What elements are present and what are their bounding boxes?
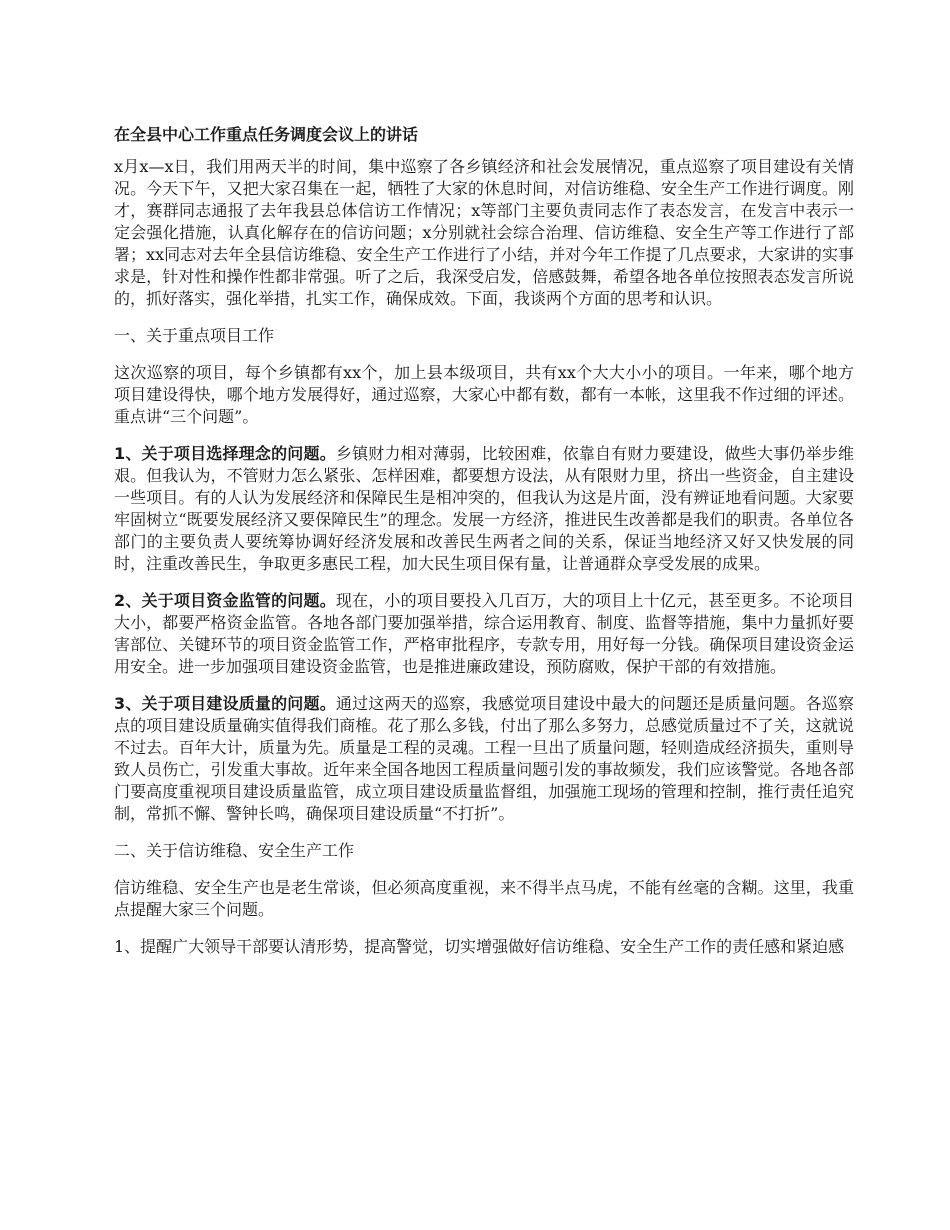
intro-paragraph: x月x—x日，我们用两天半的时间，集中巡察了各乡镇经济和社会发展情况，重点巡察了项目建设有关情况。今天下午，又把大家召集在一起，牺牲了大家的休息时间，对信访维稳、安全生产工作进行调度。刚才，赛群同志通报了去年我县总体信访工作情况；x等部门主要负责同志作了表态发言，在发言中表示一定会强化措施，认真化解存在的信访问题；x分别就社会综合治理、信访维稳、安全生产等工作进行了部署；xx同志对去年全县信访维稳、安全生产工作进行了小结，并对今年工作提了几点要求，大家讲的实事求是，针对性和操作性都非常强。听了之后，我深受启发，倍感鼓舞，希望各地各单位按照表态发言所说的，抓好落实，强化举措，扎实工作，确保成效。下面，我谈两个方面的思考和认识。 xyxy=(114,157,854,308)
section-heading-key-projects: 一、关于重点项目工作 xyxy=(114,326,275,345)
petition-safety-point-1: 1、提醒广大领导干部要认清形势，提高警觉，切实增强做好信访维稳、安全生产工作的责任感和紧迫感 xyxy=(114,937,845,956)
point-lead: 3、关于项目建设质量的问题。 xyxy=(114,694,336,713)
petition-safety-paragraph: 信访维稳、安全生产也是老生常谈，但必须高度重视，来不得半点马虎，不能有丝毫的含糊。这里，我重点提醒大家三个问题。 xyxy=(114,878,854,919)
point-text: 通过这两天的巡察，我感觉项目建设中最大的问题还是质量问题。各巡察点的项目建设质量确实值得我们商榷。花了那么多钱，付出了那么多努力，总感觉质量过不了关，这就说不过去。百年大计，质量为先。质量是工程的灵魂。工程一旦出了质量问题，轻则造成经济损失，重则导致人员伤亡，引发重大事故。近年来全国各地因工程质量问题引发的事故频发，我们应该警觉。各地各部门要高度重视项目建设质量监管，成立项目建设质量监督组，加强施工现场的管理和控制，推行责任追究制，常抓不懈、警钟长鸣，确保项目建设质量“不打折”。 xyxy=(114,694,854,823)
point-lead: 1、关于项目选择理念的问题。 xyxy=(114,444,336,463)
point-lead: 2、关于项目资金监管的问题。 xyxy=(114,591,336,610)
document-page xyxy=(114,118,854,973)
section-heading-petition-safety: 二、关于信访维稳、安全生产工作 xyxy=(114,841,355,860)
document-title: 在全县中心工作重点任务调度会议上的讲话 xyxy=(114,125,419,144)
point-fund-supervision xyxy=(114,590,854,678)
key-projects-paragraph: 这次巡察的项目，每个乡镇都有xx个，加上县本级项目，共有xx个大大小小的项目。一年来，哪个地方项目建设得快，哪个地方发展得好，通过巡察，大家心中都有数，都有一本帐，这里我不作过细的评述。重点讲“三个问题”。 xyxy=(114,363,854,426)
point-project-selection xyxy=(114,443,854,575)
point-text: 现在，小的项目要投入几百万，大的项目上十亿元，甚至更多。不论项目大小，都要严格资金监管。各地各部门要加强举措，综合运用教育、制度、监督等措施，集中力量抓好要害部位、关键环节的项目资金监管工作，严格审批程序，专款专用，用好每一分钱。确保项目建设资金运用安全。进一步加强项目建设资金监管，也是推进廉政建设，预防腐败，保护干部的有效措施。 xyxy=(114,591,854,676)
point-construction-quality xyxy=(114,693,854,825)
point-text: 乡镇财力相对薄弱，比较困难，依靠自有财力要建设，做些大事仍举步维艰。但我认为，不管财力怎么紧张、怎样困难，都要想方设法，从有限财力里，挤出一些资金，自主建设一些项目。有的人认为发展经济和保障民生是相冲突的，但我认为这是片面，没有辨证地看问题。大家要牢固树立“既要发展经济又要保障民生”的理念。发展一方经济，推进民生改善都是我们的职责。各单位各部门的主要负责人要统筹协调好经济发展和改善民生两者之间的关系，保证当地经济又好又快发展的同时，注重改善民生，争取更多惠民工程，加大民生项目保有量，让普通群众享受发展的成果。 xyxy=(114,444,854,573)
